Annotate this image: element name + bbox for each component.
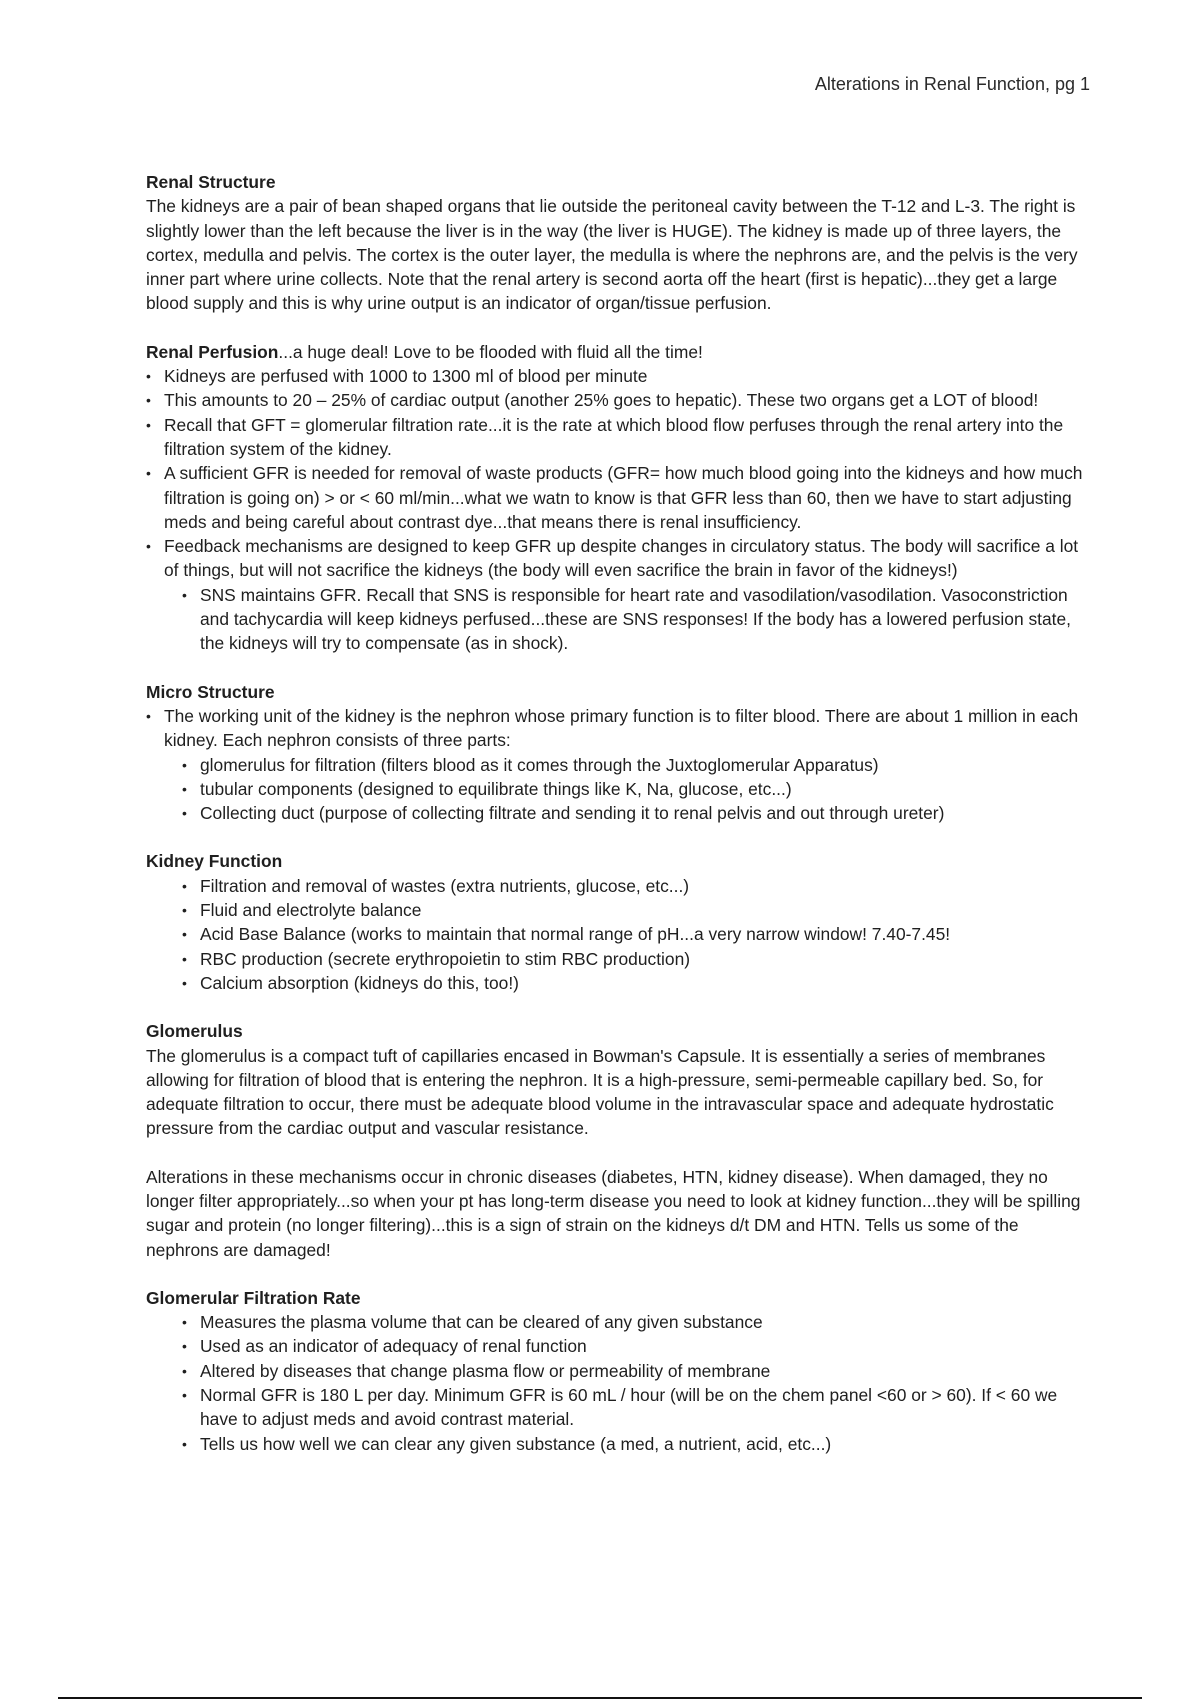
list-item: • Measures the plasma volume that can be cleared of any given substance <box>182 1310 1086 1334</box>
renal-perfusion-sublist <box>182 583 1086 656</box>
heading-kidney-function: Kidney Function <box>146 851 283 872</box>
list-item: • Fluid and electrolyte balance <box>182 898 1086 922</box>
heading-gfr: Glomerular Filtration Rate <box>146 1287 361 1308</box>
list-item: • Used as an indicator of adequacy of renal function <box>182 1334 1086 1358</box>
document-body <box>146 170 1086 1480</box>
micro-structure-sublist <box>182 753 1086 826</box>
page-header: Alterations in Renal Function, pg 1 <box>814 74 1090 94</box>
section-glomerulus <box>146 1019 1086 1262</box>
list-item: • Collecting duct (purpose of collecting filtrate and sending it to renal pelvis and out through ureter) <box>182 801 1086 825</box>
renal-perfusion-list <box>146 364 1086 583</box>
list-item: • Calcium absorption (kidneys do this, too!) <box>182 971 1086 995</box>
section-gfr <box>146 1286 1086 1456</box>
section-renal-structure <box>146 170 1086 316</box>
section-kidney-function <box>146 849 1086 995</box>
list-item: • A sufficient GFR is needed for removal of waste products (GFR= how much blood going into the kidneys and how much filtration is going on) > or < 60 ml/min...what we watn to know is that GFR less than 60, then we have to start adjusting meds and being careful about contrast dye...that means there is renal insufficiency. <box>146 461 1086 534</box>
list-item: • Tells us how well we can clear any given substance (a med, a nutrient, acid, etc...) <box>182 1432 1086 1456</box>
footer-divider <box>58 1697 1142 1699</box>
paragraph-glomerulus-2: Alterations in these mechanisms occur in chronic diseases (diabetes, HTN, kidney disease). When damaged, they no longer filter appropriately...so when your pt has long-term disease you need to look at kidney function...they will be spilling sugar and protein (no longer filtering)...this is a sign of strain on the kidneys d/t DM and HTN. Tells us some of the nephrons are damaged! <box>146 1166 1081 1260</box>
renal-perfusion-intro <box>146 340 1086 364</box>
heading-micro-structure: Micro Structure <box>146 681 275 702</box>
heading-renal-structure: Renal Structure <box>146 172 276 192</box>
renal-perfusion-tagline: ...a huge deal! Love to be flooded with fluid all the time! <box>278 341 703 362</box>
list-item: • Altered by diseases that change plasma flow or permeability of membrane <box>182 1359 1086 1383</box>
heading-renal-perfusion: Renal Perfusion <box>146 341 279 362</box>
list-item: • Kidneys are perfused with 1000 to 1300 ml of blood per minute <box>146 364 1086 388</box>
list-item: • Acid Base Balance (works to maintain that normal range of pH...a very narrow window! 7.40-7.45! <box>182 922 1086 946</box>
section-micro-structure <box>146 680 1086 826</box>
list-item: • tubular components (designed to equilibrate things like K, Na, glucose, etc...) <box>182 777 1086 801</box>
paragraph-renal-structure: The kidneys are a pair of bean shaped organs that lie outside the peritoneal cavity between the T-12 and L-3. The right is slightly lower than the left because the liver is in the way (the liver is HUGE). The kidney is made up of three layers, the cortex, medulla and pelvis. The cortex is the outer layer, the medulla is where the nephrons are, and the pelvis is the very inner part where urine collects. Note that the renal artery is second aorta off the heart (first is hepatic)...they get a large blood supply and this is why urine output is an indicator of organ/tissue perfusion. <box>146 196 1078 314</box>
paragraph-glomerulus-1: The glomerulus is a compact tuft of capillaries encased in Bowman's Capsule. It is essentially a series of membranes allowing for filtration of blood that is entering the nephron. It is a high-pressure, semi-permeable capillary bed. So, for adequate filtration to occur, there must be adequate blood volume in the intravascular space and adequate hydrostatic pressure from the cardiac output and vascular resistance. <box>146 1045 1054 1139</box>
list-item: • SNS maintains GFR. Recall that SNS is responsible for heart rate and vasodilation/vasodilation. Vasoconstriction and tachycardia will keep kidneys perfused...these are SNS responses! If the body has a lowered perfusion state, the kidneys will try to compensate (as in shock). <box>182 583 1086 656</box>
list-item: • Filtration and removal of wastes (extra nutrients, glucose, etc...) <box>182 874 1086 898</box>
list-item: • Normal GFR is 180 L per day. Minimum GFR is 60 mL / hour (will be on the chem panel <60 or > 60). If < 60 we have to adjust meds and avoid contrast material. <box>182 1383 1086 1432</box>
list-item: • glomerulus for filtration (filters blood as it comes through the Juxtoglomerular Apparatus) <box>182 753 1086 777</box>
heading-glomerulus: Glomerulus <box>146 1021 243 1042</box>
list-item: • RBC production (secrete erythropoietin to stim RBC production) <box>182 947 1086 971</box>
list-item: • This amounts to 20 – 25% of cardiac output (another 25% goes to hepatic). These two organs get a LOT of blood! <box>146 388 1086 412</box>
list-item: • Recall that GFT = glomerular filtration rate...it is the rate at which blood flow perfuses through the renal artery into the filtration system of the kidney. <box>146 413 1086 462</box>
kidney-function-list <box>182 874 1086 995</box>
list-item: • The working unit of the kidney is the nephron whose primary function is to filter blood. There are about 1 million in each kidney. Each nephron consists of three parts: <box>146 704 1086 753</box>
list-item: • Feedback mechanisms are designed to keep GFR up despite changes in circulatory status. The body will sacrifice a lot of things, but will not sacrifice the kidneys (the body will even sacrifice the brain in favor of the kidneys!) <box>146 534 1086 583</box>
gfr-list <box>182 1310 1086 1456</box>
micro-structure-list <box>146 704 1086 753</box>
section-renal-perfusion <box>146 340 1086 656</box>
